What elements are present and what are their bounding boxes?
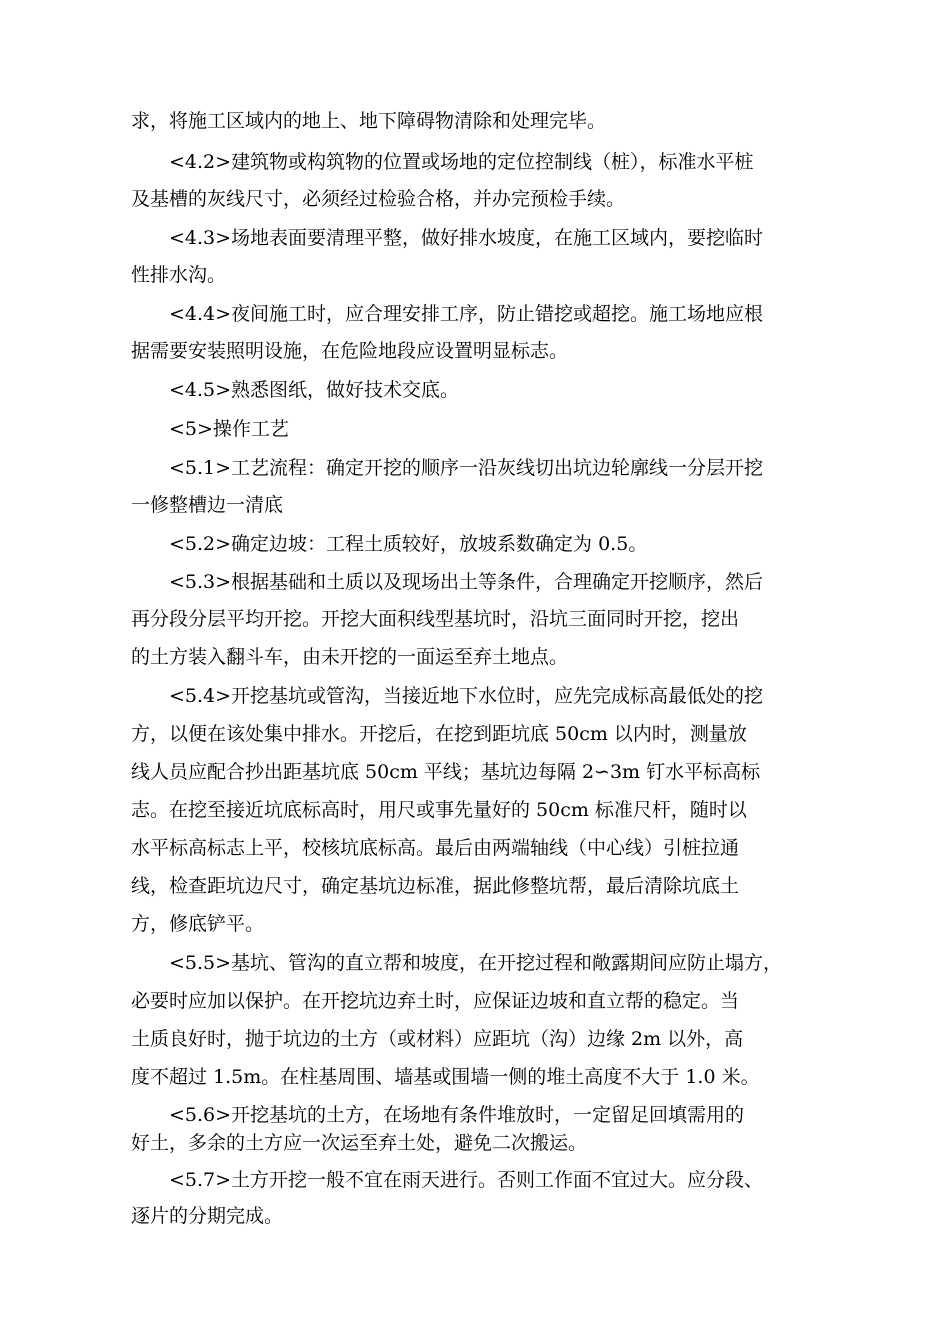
section-heading: <5>操作工艺 xyxy=(169,418,289,440)
text-line: <5.6>开挖基坑的土方，在场地有条件堆放时，一定留足回填需用的 xyxy=(169,1104,745,1126)
text-line: 水平标高标志上平，校核坑底标高。最后由两端轴线（中心线）引桩拉通 xyxy=(131,837,740,859)
text-line: <5.2>确定边坡：工程土质较好，放坡系数确定为 0.5。 xyxy=(169,533,648,555)
text-line: <5.3>根据基础和土质以及现场出土等条件，合理确定开挖顺序，然后 xyxy=(169,571,764,593)
text-line: 据需要安装照明设施，在危险地段应设置明显标志。 xyxy=(131,340,569,362)
text-line: 性排水沟。 xyxy=(131,264,227,286)
text-line: 志。在挖至接近坑底标高时，用尺或事先量好的 50cm 标准尺杆，随时以 xyxy=(131,799,747,821)
text-line: 必要时应加以保护。在开挖坑边弃土时，应保证边坡和直立帮的稳定。当 xyxy=(131,990,740,1012)
text-line: 方，修底铲平。 xyxy=(131,913,265,935)
text-line: 的土方装入翻斗车，由未开挖的一面运至弃土地点。 xyxy=(131,646,569,668)
text-line: <5.5>基坑、管沟的直立帮和坡度，在开挖过程和敞露期间应防止塌方， xyxy=(169,952,783,974)
text-line: 好土，多余的土方应一次运至弃土处，避免二次搬运。 xyxy=(131,1132,588,1154)
text-line: <4.2>建筑物或构筑物的位置或场地的定位控制线（桩），标准水平桩 xyxy=(169,151,754,173)
text-line: <5.7>土方开挖一般不宜在雨天进行。否则工作面不宜过大。应分段、 xyxy=(169,1169,764,1191)
text-line: 线，检查距坑边尺寸，确定基坑边标准，据此修整坑帮，最后清除坑底土 xyxy=(131,875,740,897)
text-line: 线人员应配合抄出距基坑底 50cm 平线；基坑边每隔 2∽3m 钉水平标高标 xyxy=(131,761,761,783)
text-line: <5.4>开挖基坑或管沟，当接近地下水位时，应先完成标高最低处的挖 xyxy=(169,685,764,707)
text-line: 求，将施工区域内的地上、地下障碍物清除和处理完毕。 xyxy=(131,110,607,132)
text-line: 一修整槽边一清底 xyxy=(131,494,284,516)
text-line: 土质良好时，抛于坑边的土方（或材料）应距坑（沟）边缘 2m 以外，高 xyxy=(131,1028,744,1050)
text-line: 逐片的分期完成。 xyxy=(131,1205,284,1227)
text-line: 及基槽的灰线尺寸，必须经过检验合格，并办完预检手续。 xyxy=(131,188,626,210)
text-line: <5.1>工艺流程：确定开挖的顺序一沿灰线切出坑边轮廓线一分层开挖 xyxy=(169,457,764,479)
text-line: <4.3>场地表面要清理平整，做好排水坡度，在施工区域内，要挖临时 xyxy=(169,227,764,249)
text-line: 再分段分层平均开挖。开挖大面积线型基坑时，沿坑三面同时开挖，挖出 xyxy=(131,608,740,630)
text-line: <4.4>夜间施工时，应合理安排工序，防止错挖或超挖。施工场地应根 xyxy=(169,303,764,325)
text-line: 度不超过 1.5m。在柱基周围、墙基或围墙一侧的堆土高度不大于 1.0 米。 xyxy=(131,1066,760,1088)
text-line: <4.5>熟悉图纸，做好技术交底。 xyxy=(169,379,460,401)
text-line: 方，以便在该处集中排水。开挖后，在挖到距坑底 50cm 以内时，测量放 xyxy=(131,723,747,745)
